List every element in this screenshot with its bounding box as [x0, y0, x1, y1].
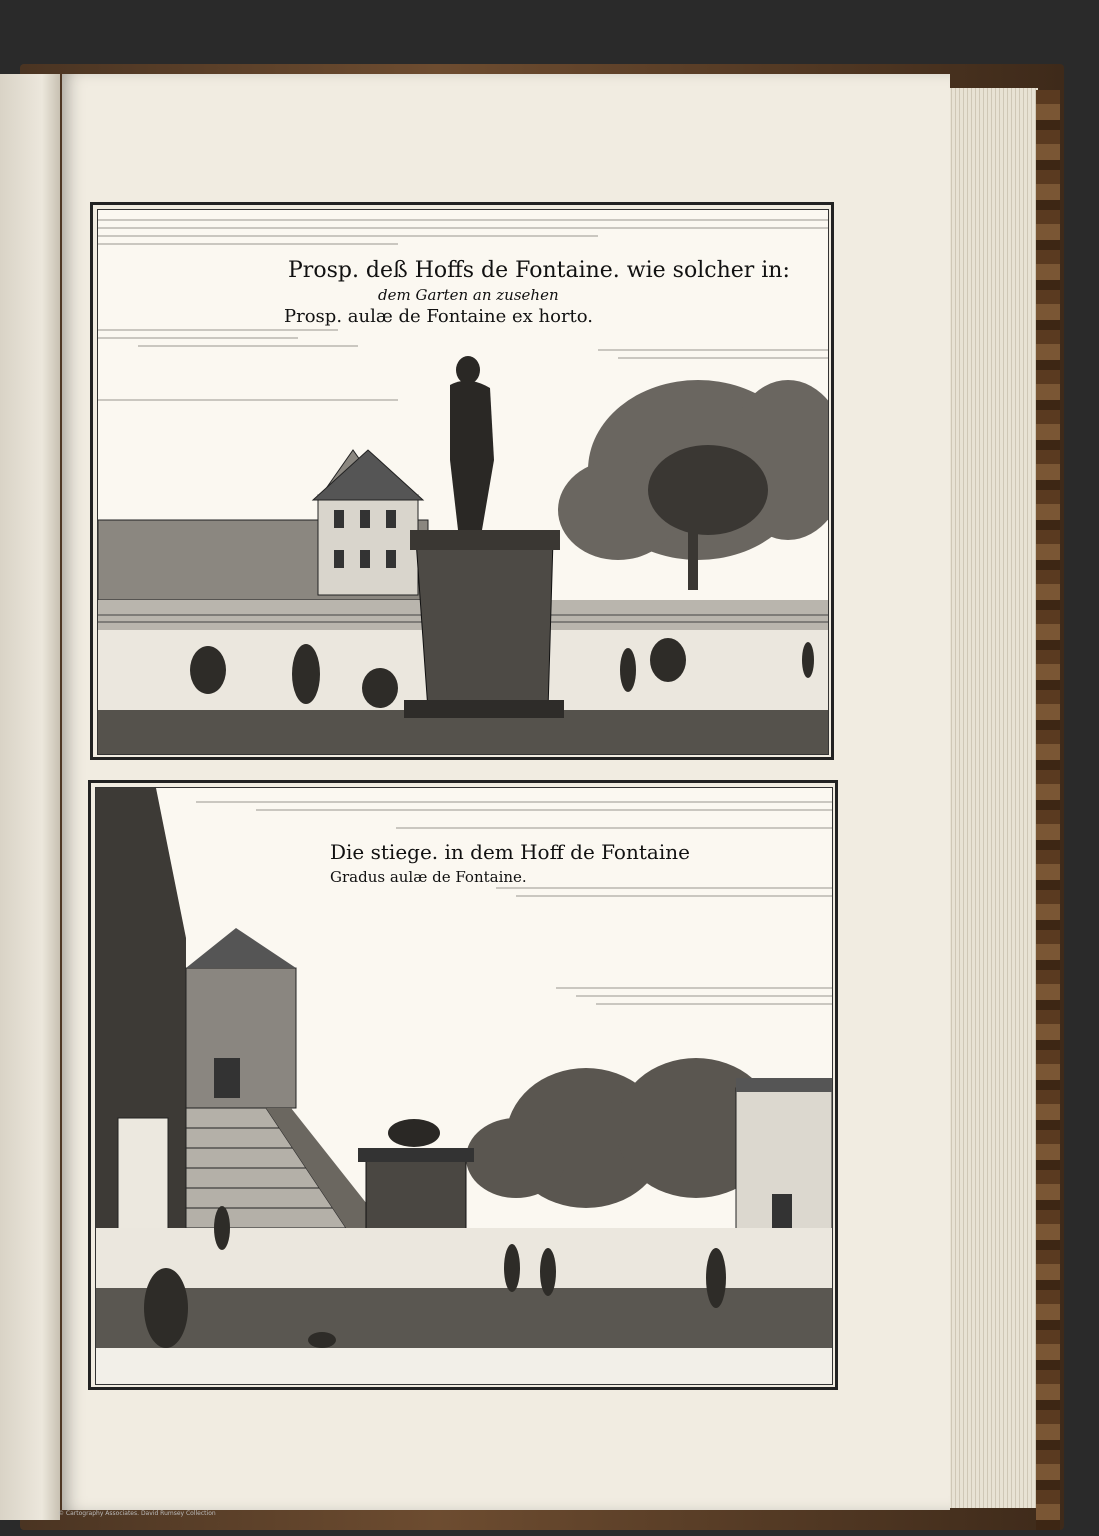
right-page: [62, 74, 950, 1510]
plate-title-line-1: Die stiege. in dem Hoff de Fontaine: [330, 840, 690, 864]
plate-title-line-3: Prosp. aulæ de Fontaine ex horto.: [284, 306, 594, 327]
marbled-edge: [1036, 90, 1060, 1530]
plate-title-line-2: dem Garten an zusehen: [378, 286, 559, 304]
plate-title-line-2: Gradus aulæ de Fontaine.: [330, 868, 527, 886]
book-spread: [0, 30, 1064, 1510]
page-stack-edge: [948, 88, 1038, 1508]
collection-credit: © Cartography Associates. David Rumsey Collection: [58, 1510, 216, 1517]
engraving-plate-top: [90, 202, 834, 760]
engraving-image-top: [97, 209, 829, 755]
engraving-plate-bottom: [88, 780, 838, 1390]
plate-title-line-1: Prosp. deß Hoffs de Fontaine. wie solcher in:: [288, 258, 790, 283]
left-page: [0, 74, 60, 1520]
engraving-image-bottom: [95, 787, 833, 1385]
